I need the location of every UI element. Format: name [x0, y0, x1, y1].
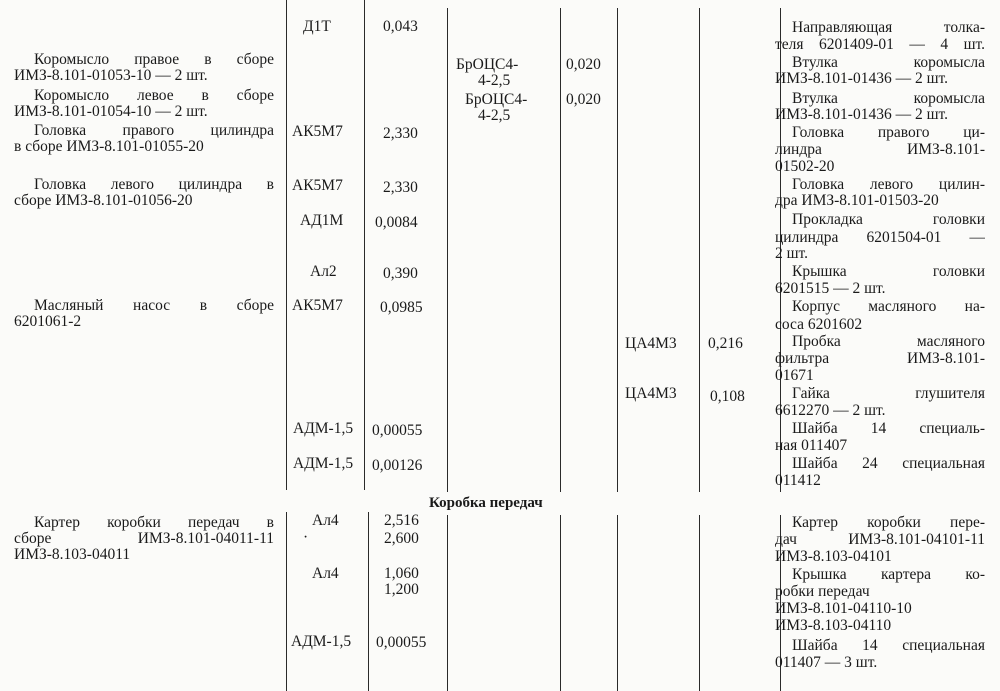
substitute-part-line: 011412 [775, 472, 821, 489]
mass-value: 1,200 [384, 581, 419, 598]
substitute-part-line: робки передач [775, 583, 870, 600]
substitute-part-line: ИМЗ-8.103-04110 [775, 617, 892, 634]
alloy-grade: · [303, 529, 309, 546]
column-rule [447, 515, 448, 691]
substitute-part-line: Шайба 14 специальная [792, 638, 985, 654]
column-rule [364, 0, 365, 490]
substitute-part-line: 2 шт. [775, 245, 809, 262]
part-description-line: Головка левого цилиндра в [34, 177, 274, 193]
substitute-part-line: цилиндра 6201504-01 — [775, 230, 985, 246]
alloy-grade: АК5М7 [292, 123, 343, 140]
mass-value: 2,330 [383, 125, 418, 142]
substitute-part-line: Втулка коромысла [792, 91, 985, 107]
alloy-grade: Ал4 [312, 512, 339, 529]
bronze-grade: БрОЦС4- [456, 56, 519, 73]
column-rule [560, 515, 561, 691]
part-description-line: сборе ИМЗ-8.101-01056-20 [14, 192, 193, 209]
part-description-line: Масляный насос в сборе [34, 298, 274, 314]
substitute-part-line: 01671 [775, 367, 814, 384]
mass-value: 0,0985 [380, 299, 423, 316]
substitute-part-line: Крышка головки [792, 264, 985, 280]
part-description-line: Картер коробки передач в [34, 515, 274, 531]
mass-value: 0,00055 [376, 634, 427, 651]
substitute-part-line: Картер коробки пере- [792, 515, 985, 531]
substitute-part-line: ИМЗ-8.103-04101 [775, 548, 892, 565]
substitute-part-line: 011407 — 3 шт. [775, 654, 878, 671]
substitute-part-line: ИМЗ-8.101-01436 — 2 шт. [775, 70, 948, 87]
mass-value: 1,060 [384, 565, 419, 582]
column-rule [368, 512, 369, 691]
alloy-grade: Ал2 [310, 263, 337, 280]
alloy-grade: АДМ-1,5 [291, 633, 352, 650]
column-rule [617, 515, 618, 691]
part-description-line: в сборе ИМЗ-8.101-01055-20 [14, 138, 204, 155]
mass-value: 2,600 [384, 530, 419, 547]
part-description-line: сборе ИМЗ-8.101-04011-11 [14, 531, 274, 547]
substitute-part-line: Направляющая толка- [792, 20, 985, 36]
mass-value: 0,00126 [372, 457, 423, 474]
substitute-part-line: Пробка масляного [792, 334, 985, 350]
substitute-part-line: фильтра ИМЗ-8.101- [775, 351, 985, 367]
substitute-part-line: соса 6201602 [775, 316, 863, 333]
zinc-alloy-mass: 0,216 [708, 335, 743, 352]
bronze-mass: 0,020 [566, 56, 601, 73]
mass-value: 2,516 [384, 512, 419, 529]
substitute-part-line: дра ИМЗ-8.101-01503-20 [775, 192, 939, 209]
zinc-alloy-mass: 0,108 [710, 388, 745, 405]
part-description-line: Коромысло левое в сборе [34, 88, 274, 104]
substitute-part-line: Прокладка головки [792, 212, 985, 228]
mass-value: 0,00055 [372, 422, 423, 439]
mass-value: 0,043 [383, 18, 418, 35]
substitute-part-line: дач ИМЗ-8.101-04101-11 [775, 532, 985, 548]
substitute-part-line: ная 011407 [775, 437, 848, 454]
bronze-grade: 4-2,5 [478, 72, 511, 89]
substitute-part-line: 01502-20 [775, 158, 835, 175]
alloy-grade: АДМ-1,5 [293, 455, 354, 472]
substitute-part-line: ИМЗ-8.101-01436 — 2 шт. [775, 106, 948, 123]
substitute-part-line: Гайка глушителя [792, 386, 985, 402]
mass-value: 2,330 [383, 179, 418, 196]
column-rule [699, 8, 700, 492]
substitute-part-line: линдра ИМЗ-8.101- [775, 142, 985, 158]
bronze-mass: 0,020 [566, 91, 601, 108]
bronze-grade: 4-2,5 [478, 107, 511, 124]
column-rule [286, 0, 287, 490]
alloy-grade: АК5М7 [292, 297, 343, 314]
substitute-part-line: Головка левого цилин- [792, 177, 985, 193]
column-rule [286, 512, 287, 691]
column-rule [560, 8, 561, 492]
column-rule [699, 515, 700, 691]
part-description-line: Коромысло правое в сборе [34, 52, 274, 68]
part-description-line: 6201061-2 [14, 313, 82, 330]
substitute-part-line: 6612270 — 2 шт. [775, 402, 886, 419]
section-heading: Коробка передач [429, 495, 543, 511]
part-description-line: ИМЗ-8.101-01054-10 — 2 шт. [14, 103, 208, 120]
substitute-part-line: Корпус масляного на- [792, 299, 985, 315]
part-description-line: ИМЗ-8.101-01053-10 — 2 шт. [14, 67, 208, 84]
mass-value: 0,0084 [375, 214, 418, 231]
substitute-part-line: Шайба 14 специаль- [792, 421, 985, 437]
substitute-part-line: 6201515 — 2 шт. [775, 280, 886, 297]
substitute-part-line: Втулка коромысла [792, 55, 985, 71]
bronze-grade: БрОЦС4- [465, 91, 528, 108]
alloy-grade: АДМ-1,5 [293, 420, 354, 437]
alloy-grade: АК5М7 [292, 177, 343, 194]
alloy-grade: АД1М [300, 212, 344, 229]
substitute-part-line: Шайба 24 специальная [792, 456, 985, 472]
substitute-part-line: Крышка картера ко- [792, 567, 985, 583]
substitute-part-line: теля 6201409-01 — 4 шт. [775, 37, 985, 53]
part-description-line: Головка правого цилиндра [34, 123, 274, 139]
zinc-alloy-grade: ЦА4М3 [625, 335, 677, 352]
substitute-part-line: ИМЗ-8.101-04110-10 [775, 600, 912, 617]
zinc-alloy-grade: ЦА4М3 [625, 385, 677, 402]
alloy-grade: Д1Т [303, 18, 331, 35]
part-description-line: ИМЗ-8.103-04011 [14, 546, 131, 563]
column-rule [617, 8, 618, 492]
alloy-grade: Ал4 [312, 565, 339, 582]
substitute-part-line: Головка правого ци- [792, 125, 985, 141]
mass-value: 0,390 [383, 265, 418, 282]
column-rule [447, 8, 448, 492]
